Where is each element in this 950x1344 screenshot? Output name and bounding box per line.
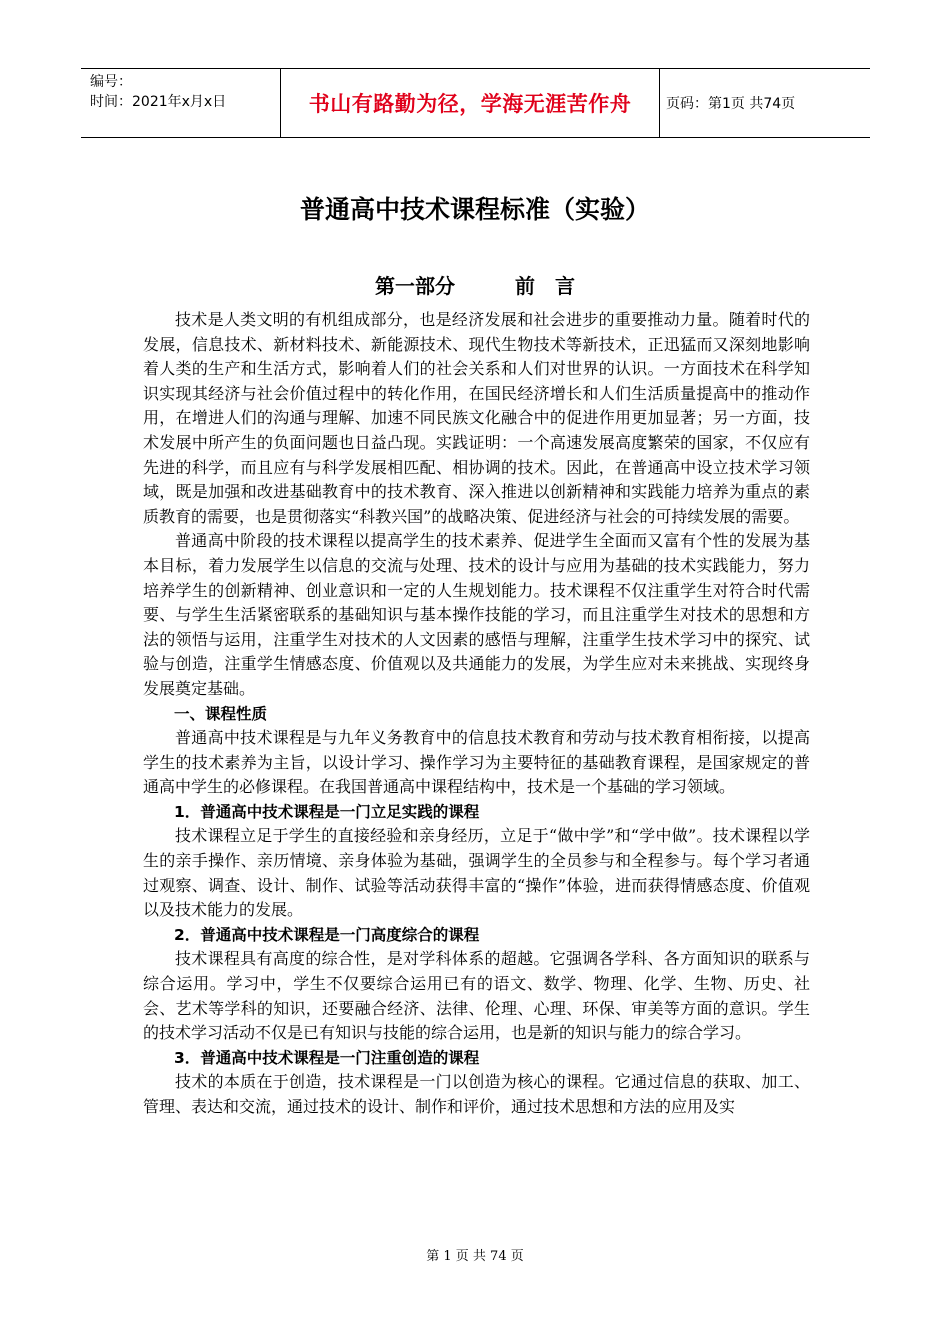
subsection-heading: 3．普通高中技术课程是一门注重创造的课程 <box>174 1048 480 1067</box>
header-motto: 书山有路勤为径，学海无涯苦作舟 <box>281 69 660 137</box>
part-title: 前 言 <box>515 274 575 298</box>
time-label: 时间：2021年x月x日 <box>90 94 227 110</box>
page-header <box>81 68 870 138</box>
header-meta <box>81 69 281 137</box>
number-label: 编号： <box>90 74 132 90</box>
part-label: 第一部分 <box>375 274 455 298</box>
subsection-heading: 2．普通高中技术课程是一门高度综合的课程 <box>174 925 480 944</box>
paragraph: 普通高中技术课程是与九年义务教育中的信息技术教育和劳动与技术教育相衔接，以提高学生的技术素养为主旨，以设计学习、操作学习为主要特征的基础教育课程，是国家规定的普通高中学生的必修课程。在我国普通高中课程结构中，技术是一个基础的学习领域。 <box>143 728 810 797</box>
section-heading: 一、课程性质 <box>174 704 268 723</box>
header-page-info: 页码：第1页 共74页 <box>666 96 796 112</box>
document-body <box>143 308 810 1120</box>
page-footer: 第 1 页 共 74 页 <box>426 1249 524 1264</box>
paragraph: 技术的本质在于创造，技术课程是一门以创造为核心的课程。它通过信息的获取、加工、管理、表达和交流，通过技术的设计、制作和评价，通过技术思想和方法的应用及实 <box>143 1072 810 1116</box>
subsection-heading: 1．普通高中技术课程是一门立足实践的课程 <box>174 802 480 821</box>
paragraph: 技术课程立足于学生的直接经验和亲身经历，立足于“做中学”和“学中做”。技术课程以学生的亲手操作、亲历情境、亲身体验为基础，强调学生的全员参与和全程参与。每个学习者通过观察、调查、设计、制作、试验等活动获得丰富的“操作”体验，进而获得情感态度、价值观以及技术能力的发展。 <box>143 826 810 920</box>
paragraph: 技术是人类文明的有机组成部分，也是经济发展和社会进步的重要推动力量。随着时代的发展，信息技术、新材料技术、新能源技术、现代生物技术等新技术，正迅猛而又深刻地影响着人类的生产和生活方式，影响着人们的社会关系和人们对世界的认识。一方面技术在科学知识实现其经济与社会价值过程中的转化作用，在国民经济增长和人们生活质量提高中的推动作用，在增进人们的沟通与理解、加速不同民族文化融合中的促进作用更加显著；另一方面，技术发展中所产生的负面问题也日益凸现。实践证明：一个高速发展高度繁荣的国家，不仅应有先进的科学，而且应有与科学发展相匹配、相协调的技术。因此，在普通高中设立技术学习领域，既是加强和改进基础教育中的技术教育、深入推进以创新精神和实践能力培养为重点的素质教育的需要，也是贯彻落实“科教兴国”的战略决策、促进经济与社会的可持续发展的需要。 <box>143 310 810 526</box>
paragraph: 技术课程具有高度的综合性，是对学科体系的超越。它强调各学科、各方面知识的联系与综合运用。学习中，学生不仅要综合运用已有的语文、数学、物理、化学、生物、历史、社会、艺术等学科的知识，还要融合经济、法律、伦理、心理、环保、审美等方面的意识。学生的技术学习活动不仅是已有知识与技能的综合运用，也是新的知识与能力的综合学习。 <box>143 949 810 1043</box>
part-heading <box>0 270 950 299</box>
paragraph: 普通高中阶段的技术课程以提高学生的技术素养、促进学生全面而又富有个性的发展为基本目标，着力发展学生以信息的交流与处理、技术的设计与应用为基础的技术实践能力，努力培养学生的创新精神、创业意识和一定的人生规划能力。技术课程不仅注重学生对符合时代需要、与学生生活紧密联系的基础知识与基本操作技能的学习，而且注重学生对技术的思想和方法的领悟与运用，注重学生对技术的人文因素的感悟与理解，注重学生技术学习中的探究、试验与创造，注重学生情感态度、价值观以及共通能力的发展，为学生应对未来挑战、实现终身发展奠定基础。 <box>143 531 810 698</box>
document-title: 普通高中技术课程标准（实验） <box>299 195 650 224</box>
